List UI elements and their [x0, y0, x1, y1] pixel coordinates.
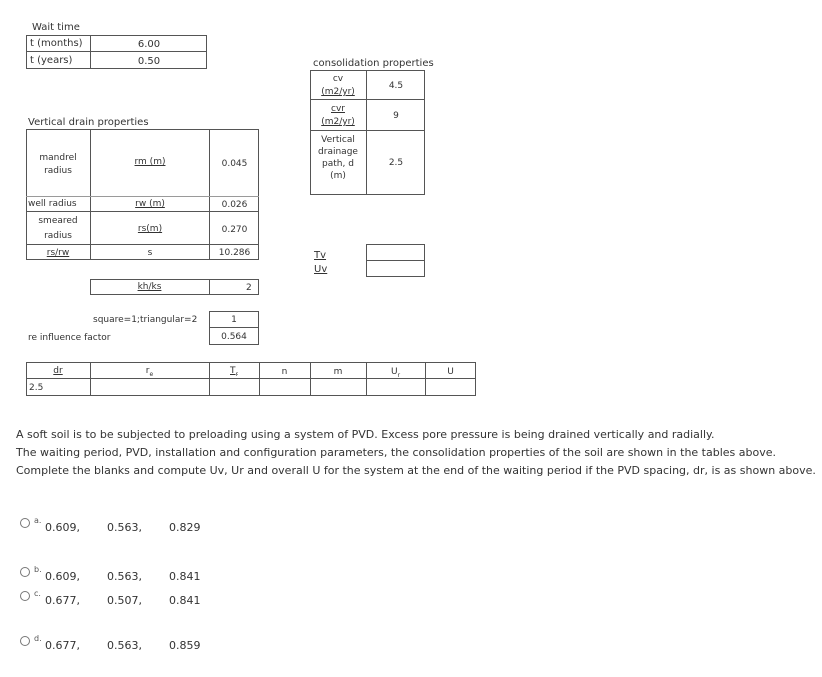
drainage-label-2: drainage — [318, 147, 358, 157]
question-line-3: Complete the blanks and compute Uv, Ur and overall U for the system at the end of the waiting period if the PVD spacing, dr, is as shown above. — [16, 464, 816, 477]
m-label: m — [333, 367, 343, 377]
re-label: $r_e$ — [145, 366, 154, 378]
tr-label: $T_r$ — [230, 366, 238, 378]
option-d[interactable]: d. 0.677, 0.563, 0.859 — [20, 634, 220, 658]
re-influence-label: re influence factor — [28, 333, 111, 343]
cv-unit: (m2/yr) — [321, 87, 355, 97]
option-b[interactable]: b. 0.609, 0.563, 0.841 — [20, 565, 220, 589]
tv-label: Tv — [314, 250, 327, 261]
rm-value: 0.045 — [221, 159, 248, 169]
khks-value: 2 — [246, 283, 252, 293]
mandrel-label-1: mandrel — [39, 153, 77, 163]
mandrel-label-2: radius — [44, 166, 72, 176]
t-years-value: 0.50 — [137, 56, 161, 67]
u-label: U — [447, 367, 454, 377]
option-b-radio[interactable] — [20, 567, 30, 577]
rs-rw-label: rs/rw — [46, 248, 70, 258]
n-label: n — [281, 367, 288, 377]
uv-label: Uv — [314, 264, 328, 275]
question-line-1: A soft soil is to be subjected to preloading using a system of PVD. Excess pore pressure is being drained vertically and radially. — [16, 428, 715, 441]
rw-label: rw (m) — [135, 199, 165, 209]
question-line-2: The waiting period, PVD, installation and configuration parameters, the consolidation properties of the soil are shown in the tables above. — [16, 446, 776, 459]
rs-value: 0.270 — [221, 225, 248, 235]
khks-label: kh/ks — [137, 282, 162, 292]
cvr-value: 9 — [393, 111, 399, 121]
option-d-radio[interactable] — [20, 636, 30, 646]
shape-label: square=1;triangular=2 — [93, 315, 198, 325]
cv-label: cv — [332, 74, 344, 84]
rs-label: rs(m) — [137, 224, 163, 234]
drain-title: Vertical drain properties — [28, 117, 149, 128]
dr-label: dr — [53, 366, 63, 376]
drainage-label-1: Vertical — [321, 135, 355, 145]
shape-value: 1 — [231, 315, 237, 325]
smeared-label-2: radius — [44, 231, 72, 241]
cvr-label: cvr — [331, 104, 345, 114]
well-radius-label: well radius — [28, 199, 77, 209]
re-value: 0.564 — [221, 332, 247, 342]
s-value: 10.286 — [218, 248, 251, 258]
option-a[interactable]: a. 0.609, 0.563, 0.829 — [20, 516, 220, 540]
wait-time-title: Wait time — [32, 22, 80, 33]
t-months-value: 6.00 — [137, 39, 161, 50]
t-months-label: t (months) — [30, 38, 83, 49]
option-c-radio[interactable] — [20, 591, 30, 601]
dr-value: 2.5 — [29, 383, 44, 393]
ur-label: $U_r$ — [390, 367, 401, 379]
s-label: s — [147, 248, 153, 258]
cv-value: 4.5 — [388, 81, 404, 91]
smeared-label-1: smeared — [38, 216, 78, 226]
option-c[interactable]: c. 0.677, 0.507, 0.841 — [20, 589, 220, 613]
drainage-label-4: (m) — [330, 171, 346, 181]
rm-label: rm (m) — [134, 157, 166, 167]
option-a-radio[interactable] — [20, 518, 30, 528]
drainage-value: 2.5 — [388, 158, 404, 168]
consolidation-title: consolidation properties — [313, 58, 434, 69]
t-years-label: t (years) — [30, 55, 73, 66]
rw-value: 0.026 — [221, 200, 248, 210]
drainage-label-3: path, d — [322, 159, 354, 169]
cvr-unit: (m2/yr) — [321, 117, 355, 127]
